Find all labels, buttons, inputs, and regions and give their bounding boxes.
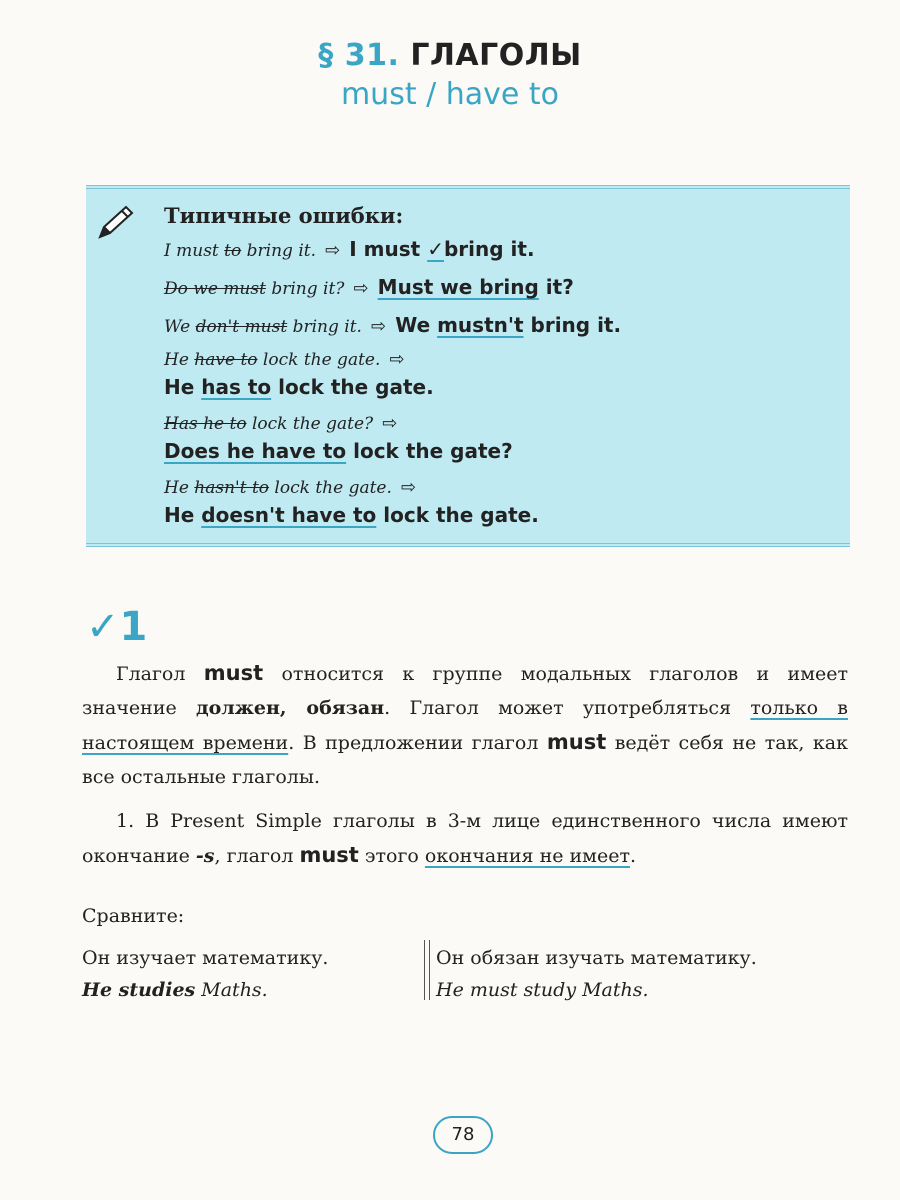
pencil-icon bbox=[92, 203, 136, 243]
typical-mistakes-box bbox=[86, 185, 850, 547]
wrong-sentence: We don't must bring it. bbox=[164, 317, 362, 337]
example-1 bbox=[164, 237, 535, 261]
example-4-correct: He has to lock the gate. bbox=[164, 375, 434, 399]
compare-label: Сравните: bbox=[82, 905, 185, 927]
mistakes-heading: Типичные ошибки: bbox=[164, 203, 404, 228]
check-mark-icon: ✓ bbox=[427, 237, 444, 261]
arrow-icon: ⇨ bbox=[371, 316, 387, 337]
section-subtitle: must / have to bbox=[340, 77, 560, 112]
wrong-sentence: I must to bring it. bbox=[164, 241, 316, 261]
wrong-sentence: Has he to lock the gate? bbox=[164, 414, 374, 434]
arrow-icon: ⇨ bbox=[389, 349, 405, 370]
paragraph-must-meaning: Глагол must относится к группе модальных глаголов и имеет значение должен, обязан. Глагол может употребляться только в настоящем времени. В предложении глагол must ведёт себя не так, как все остальные глаголы. bbox=[82, 661, 849, 788]
wrong-sentence: He hasn't to lock the gate. bbox=[164, 478, 392, 498]
example-6-correct: He doesn't have to lock the gate. bbox=[164, 503, 539, 527]
arrow-icon: ⇨ bbox=[325, 240, 341, 261]
example-4-wrong bbox=[164, 349, 409, 370]
example-3 bbox=[164, 313, 621, 337]
example-2 bbox=[164, 275, 574, 299]
arrow-icon: ⇨ bbox=[353, 278, 369, 299]
left-russian: Он изучает математику. bbox=[82, 947, 329, 969]
section-heading bbox=[0, 38, 900, 73]
left-english: He studies Maths. bbox=[82, 979, 268, 1001]
compare-left-column bbox=[82, 942, 328, 1006]
example-5-correct: Does he have to lock the gate? bbox=[164, 439, 513, 463]
correct-sentence: Must we bring it? bbox=[377, 275, 574, 299]
right-english: He must study Maths. bbox=[436, 979, 649, 1001]
compare-right-column bbox=[436, 942, 757, 1006]
page-number: 78 bbox=[433, 1116, 493, 1154]
example-6-wrong bbox=[164, 477, 420, 498]
correct-sentence: We mustn't bring it. bbox=[395, 313, 622, 337]
arrow-icon: ⇨ bbox=[382, 413, 398, 434]
section-title: ГЛАГОЛЫ bbox=[410, 38, 582, 73]
section-1-marker: ✓1 bbox=[86, 604, 148, 650]
column-divider bbox=[424, 940, 430, 1000]
right-russian: Он обязан изучать математику. bbox=[436, 947, 757, 969]
correct-sentence: I must ✓bring it. bbox=[349, 237, 535, 261]
wrong-sentence: Do we must bring it? bbox=[164, 279, 345, 299]
wrong-sentence: He have to lock the gate. bbox=[164, 350, 381, 370]
example-5-wrong bbox=[164, 413, 401, 434]
section-number: § 31. bbox=[318, 38, 400, 73]
page-title bbox=[0, 38, 900, 112]
paragraph-present-simple: 1. В Present Simple глаголы в 3-м лице единственного числа имеют окончание -s, глагол must этого окончания не имеет. bbox=[82, 810, 848, 867]
arrow-icon: ⇨ bbox=[401, 477, 417, 498]
